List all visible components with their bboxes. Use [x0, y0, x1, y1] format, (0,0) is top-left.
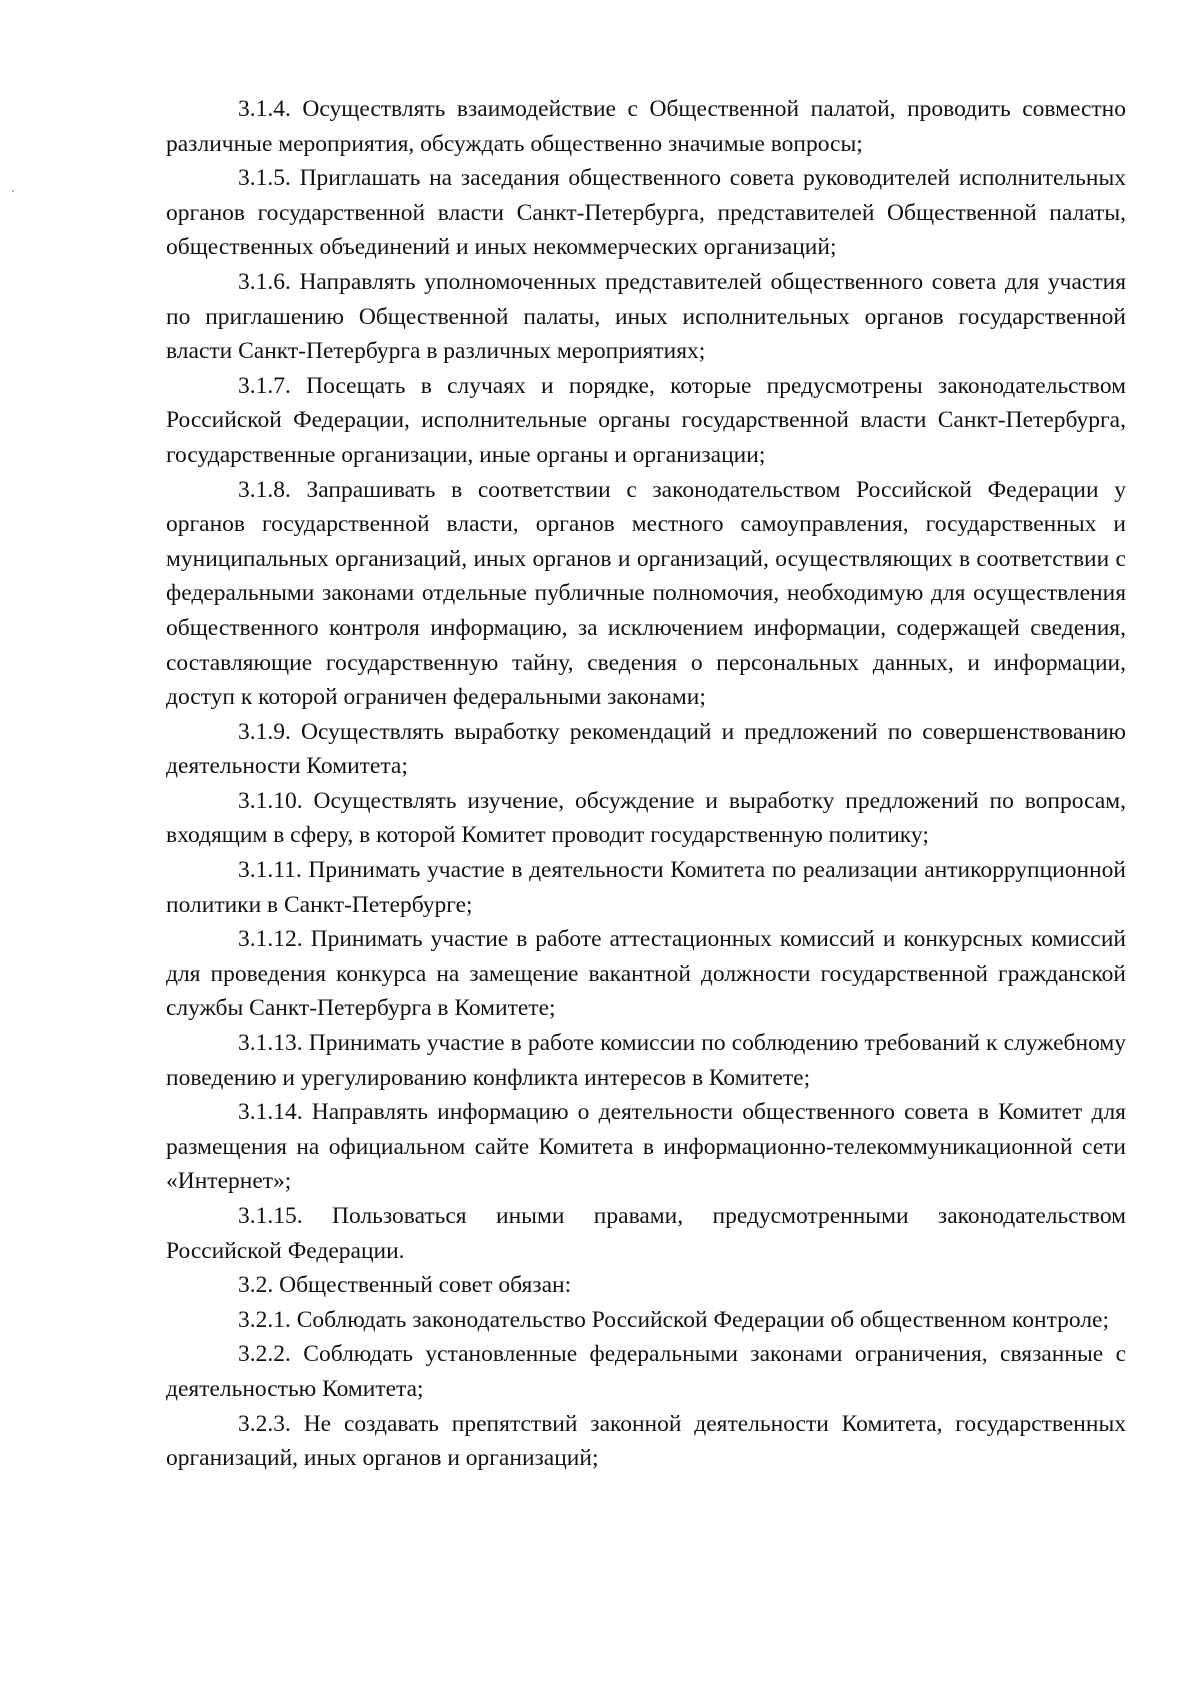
paragraph-3-1-12: 3.1.12. Принимать участие в работе аттестационных комиссий и конкурсных комиссий для проведения конкурса на замещение вакантной должности государственной гражданской службы Санкт-Петербурга в Комитете;	[166, 926, 1126, 1022]
paragraph-3-1-15: 3.1.15. Пользоваться иными правами, предусмотренными законодательством Российской Федерации.	[166, 1203, 1126, 1264]
paragraph-3-1-11: 3.1.11. Принимать участие в деятельности Комитета по реализации антикоррупционной политики в Санкт-Петербурге;	[166, 857, 1126, 918]
paragraph-3-1-5: 3.1.5. Приглашать на заседания общественного совета руководителей исполнительных органов государственной власти Санкт-Петербурга, представителей Общественной палаты, общественных объединений и иных некоммерческих организаций;	[166, 165, 1126, 261]
paragraph-3-2: 3.2. Общественный совет обязан:	[238, 1272, 572, 1299]
paragraph-3-2-1: 3.2.1. Соблюдать законодательство Российской Федерации об общественном контроле;	[238, 1306, 1110, 1333]
scan-speck	[12, 190, 14, 192]
paragraph-3-2-3: 3.2.3. Не создавать препятствий законной деятельности Комитета, государственных организаций, иных органов и организаций;	[166, 1410, 1126, 1472]
paragraph-3-1-7: 3.1.7. Посещать в случаях и порядке, которые предусмотрены законодательством Российской Федерации, исполнительные органы государственной власти Санкт-Петербурга, государственные организации, иные органы и организации;	[166, 372, 1126, 468]
paragraph-3-1-8: 3.1.8. Запрашивать в соответствии с законодательством Российской Федерации у органов государственной власти, органов местного самоуправления, государственных и муниципальных организаций, иных органов и организаций, осуществляющих в соответствии с федеральными законами отдельные публичные полномочия, необходимую для осуществления общественного контроля информацию, за исключением информации, содержащей сведения, составляющие государственную тайну, сведения о персональных данных, и информации, доступ к которой ограничен федеральными законами;	[166, 476, 1126, 711]
paragraph-3-2-2: 3.2.2. Соблюдать установленные федеральными законами ограничения, связанные с деятельностью Комитета;	[166, 1341, 1126, 1402]
paragraph-3-1-9: 3.1.9. Осуществлять выработку рекомендаций и предложений по совершенствованию деятельности Комитета;	[166, 718, 1126, 780]
paragraph-3-1-6: 3.1.6. Направлять уполномоченных представителей общественного совета для участия по приглашению Общественной палаты, иных исполнительных органов государственной власти Санкт-Петербурга в различных мероприятиях;	[166, 268, 1126, 365]
paragraph-3-1-10: 3.1.10. Осуществлять изучение, обсуждение и выработку предложений по вопросам, входящим в сферу, в которой Комитет проводит государственную политику;	[166, 787, 1126, 849]
paragraph-3-1-4: 3.1.4. Осуществлять взаимодействие с Общественной палатой, проводить совместно различные мероприятия, обсуждать общественно значимые вопросы;	[166, 96, 1126, 157]
document-page	[166, 92, 1126, 1476]
paragraph-3-1-13: 3.1.13. Принимать участие в работе комиссии по соблюдению требований к служебному поведению и урегулированию конфликта интересов в Комитете;	[166, 1030, 1126, 1091]
paragraph-3-1-14: 3.1.14. Направлять информацию о деятельности общественного совета в Комитет для размещения на официальном сайте Комитета в информационно-телекоммуникационной сети «Интернет»;	[166, 1099, 1126, 1195]
